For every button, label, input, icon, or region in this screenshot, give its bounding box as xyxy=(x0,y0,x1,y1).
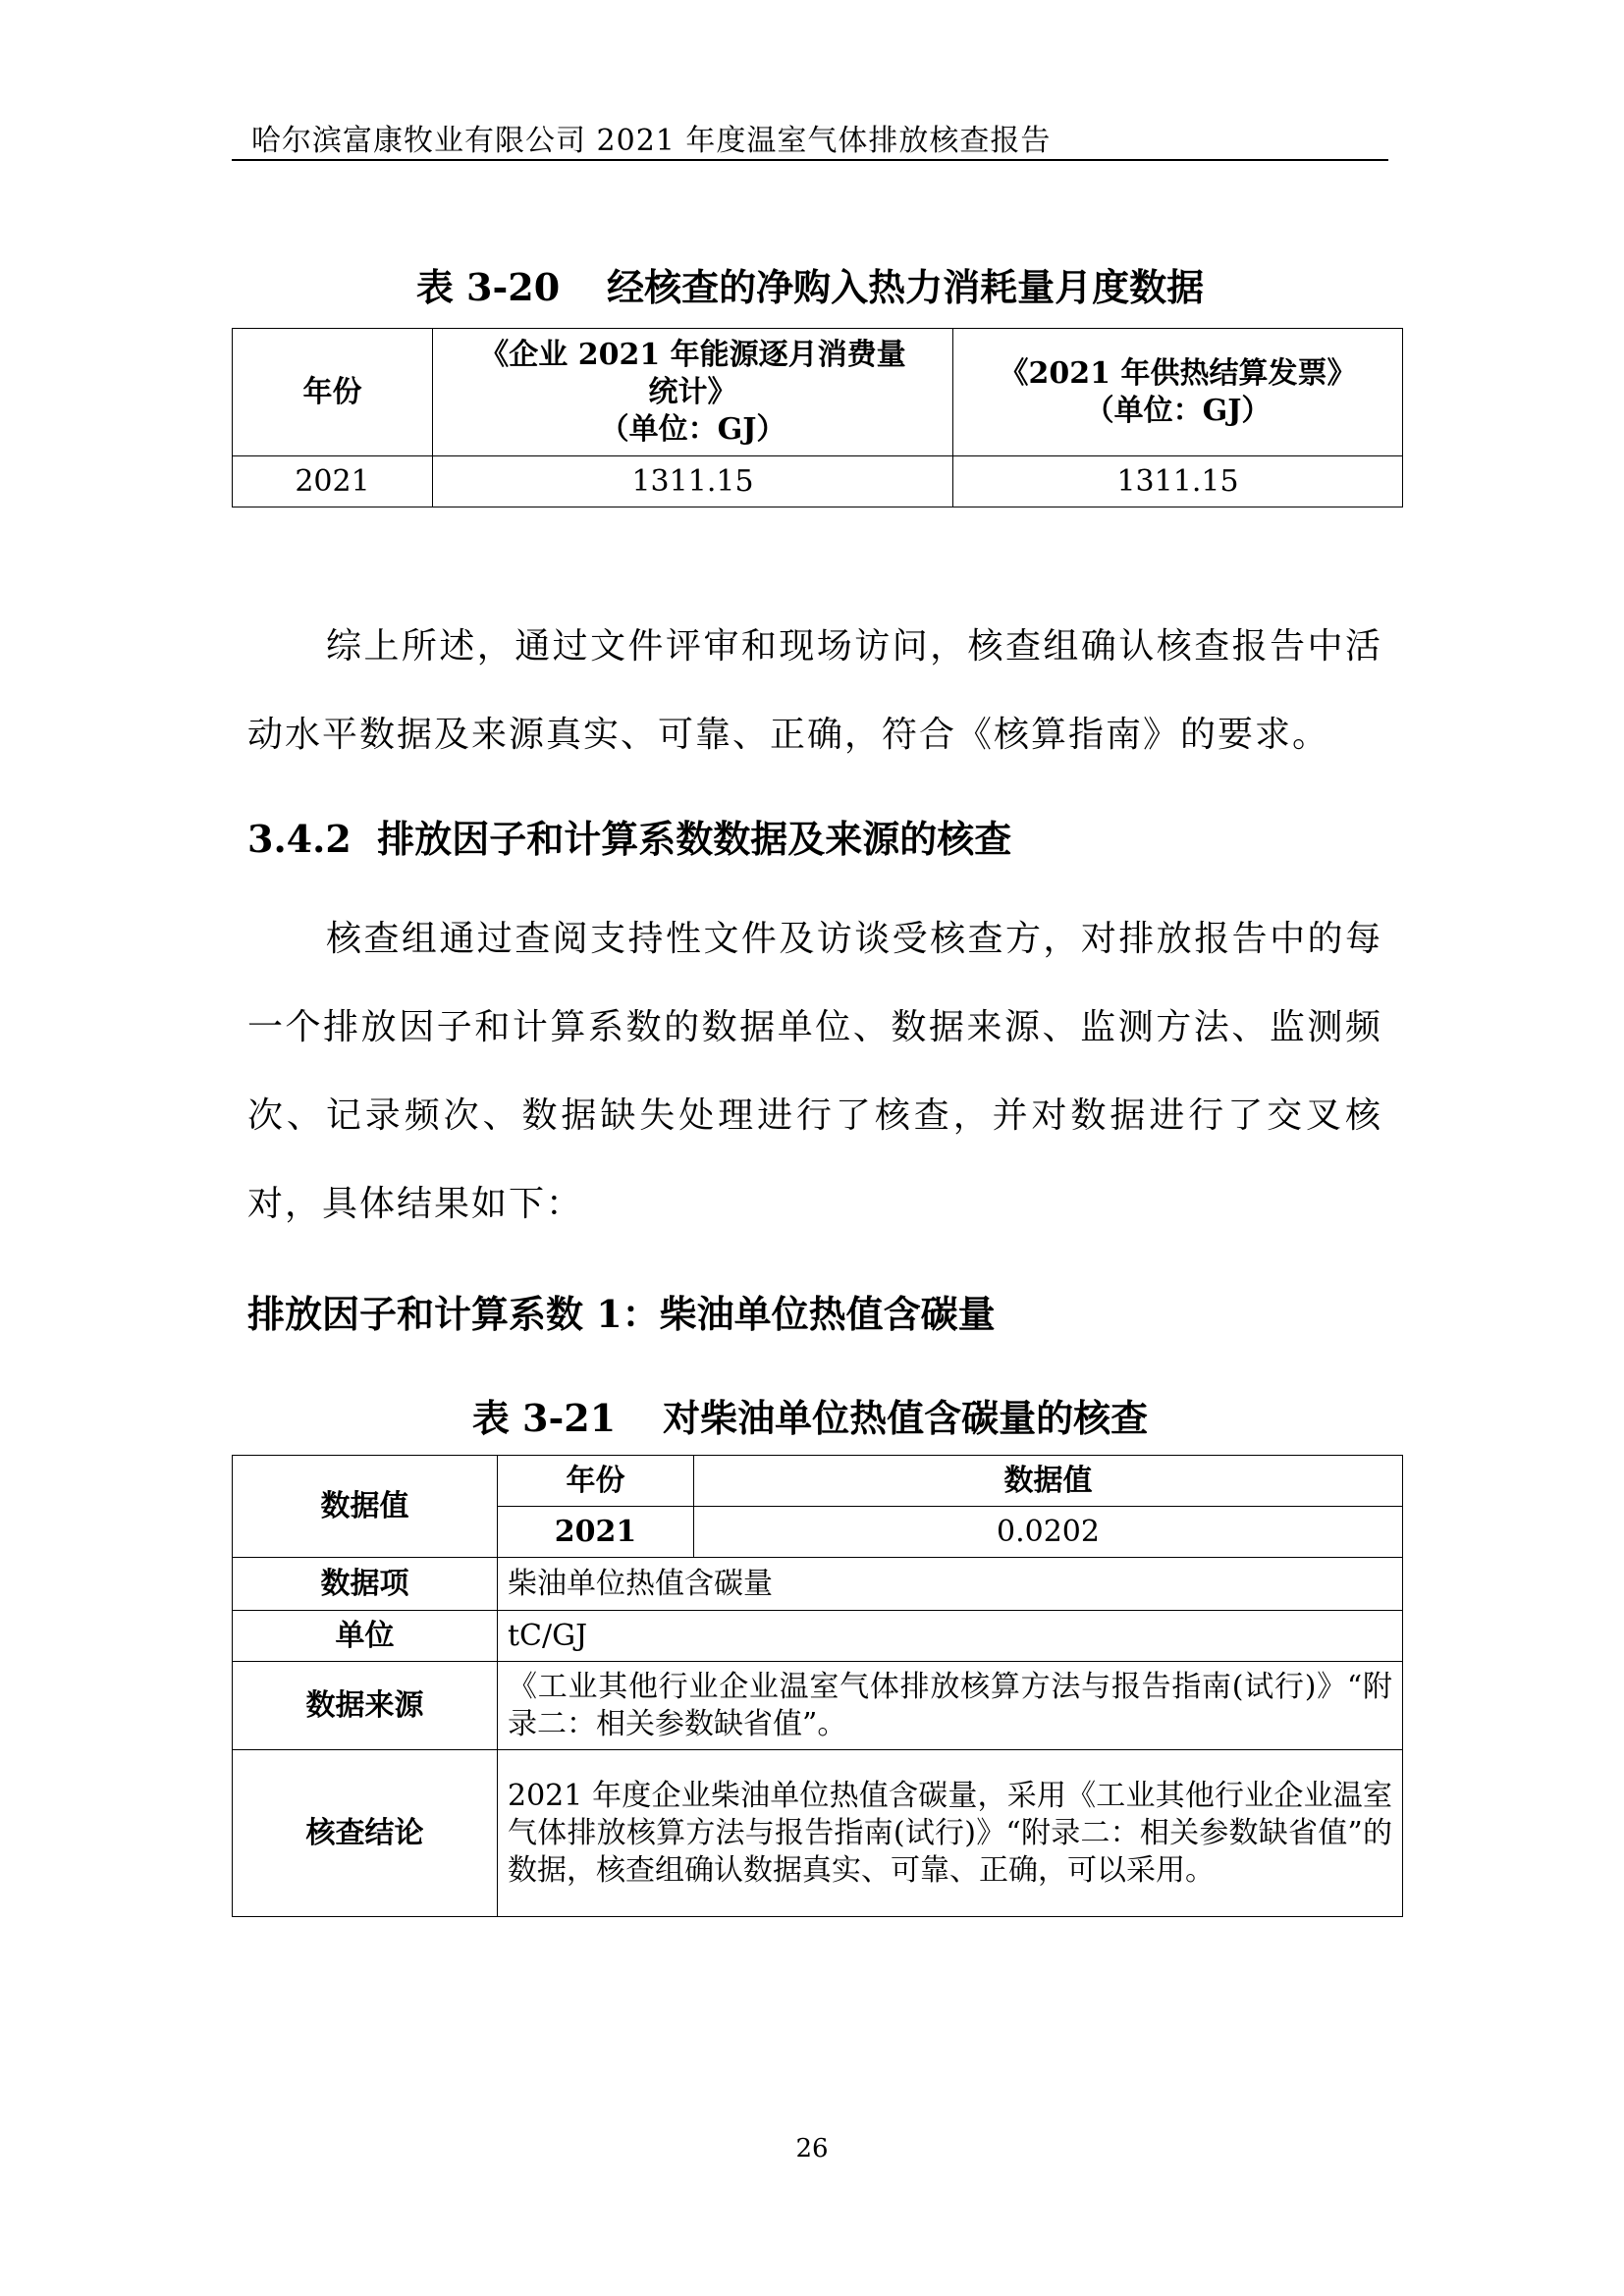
cell-year: 2021 xyxy=(233,456,433,507)
header-cell-energy-stats-title: 《企业 2021 年能源逐月消费量统计》 xyxy=(479,337,906,409)
page-header: 哈尔滨富康牧业有限公司 2021 年度温室气体排放核查报告 xyxy=(251,124,1052,158)
table-3-20 xyxy=(232,328,1403,507)
header-cell-energy-stats-unit: （单位：GJ） xyxy=(599,411,786,447)
table-row xyxy=(233,1750,1403,1917)
table-caption-title: 经核查的净购入热力消耗量月度数据 xyxy=(607,265,1205,309)
label-unit: 单位 xyxy=(233,1611,498,1662)
section-number: 3.4.2 xyxy=(247,817,352,861)
cell-heating-invoice-value: 1311.15 xyxy=(953,456,1403,507)
table-3-21 xyxy=(232,1455,1403,1917)
table-row xyxy=(233,1662,1403,1750)
cell-data-source: 《工业其他行业企业温室气体排放核算方法与报告指南(试行)》“附录二：相关参数缺省值”。 xyxy=(498,1662,1403,1750)
header-cell-year: 年份 xyxy=(498,1456,694,1507)
cell-conclusion: 2021 年度企业柴油单位热值含碳量，采用《工业其他行业企业温室气体排放核算方法与报告指南(试行)》“附录二：相关参数缺省值”的数据，核查组确认数据真实、可靠、正确，可以采用。 xyxy=(498,1750,1403,1917)
cell-energy-stats-value: 1311.15 xyxy=(433,456,953,507)
label-data-source: 数据来源 xyxy=(233,1662,498,1750)
header-rule xyxy=(232,159,1388,161)
table-caption-number: 表 3-21 xyxy=(471,1396,617,1440)
method-paragraph: 核查组通过查阅支持性文件及访谈受核查方，对排放报告中的每一个排放因子和计算系数的数据单位、数据来源、监测方法、监测频次、记录频次、数据缺失处理进行了核查，并对数据进行了交叉核对，具体结果如下： xyxy=(247,919,1382,1224)
cell-data-item: 柴油单位热值含碳量 xyxy=(498,1558,1403,1611)
header-cell-data-value: 数据值 xyxy=(694,1456,1403,1507)
cell-unit: tC/GJ xyxy=(498,1611,1403,1662)
page-number: 26 xyxy=(795,2134,829,2163)
cell-data-value: 0.0202 xyxy=(694,1507,1403,1558)
table-caption-3-20 xyxy=(232,257,1388,311)
table-row xyxy=(233,1611,1403,1662)
header-cell-heating-invoice-unit: （单位：GJ） xyxy=(1084,393,1272,428)
section-title: 排放因子和计算系数数据及来源的核查 xyxy=(377,817,1012,861)
cell-year: 2021 xyxy=(498,1507,694,1558)
table-caption-number: 表 3-20 xyxy=(415,265,561,309)
table-header-row xyxy=(233,329,1403,456)
table-row xyxy=(233,1558,1403,1611)
table-caption-title: 对柴油单位热值含碳量的核查 xyxy=(663,1396,1149,1440)
table-row xyxy=(233,1456,1403,1507)
header-cell-energy-stats xyxy=(433,329,953,456)
header-cell-heating-invoice-title: 《2021 年供热结算发票》 xyxy=(999,355,1357,391)
table-caption-3-21 xyxy=(232,1388,1388,1442)
summary-paragraph: 综上所述，通过文件评审和现场访问，核查组确认核查报告中活动水平数据及来源真实、可靠、正确，符合《核算指南》的要求。 xyxy=(247,626,1382,755)
label-data-value: 数据值 xyxy=(233,1456,498,1558)
label-conclusion: 核查结论 xyxy=(233,1750,498,1917)
header-cell-year: 年份 xyxy=(233,329,433,456)
label-data-item: 数据项 xyxy=(233,1558,498,1611)
table-row xyxy=(233,456,1403,507)
section-heading xyxy=(247,809,1011,863)
factor-subheading: 排放因子和计算系数 1：柴油单位热值含碳量 xyxy=(247,1292,996,1336)
header-cell-heating-invoice xyxy=(953,329,1403,456)
